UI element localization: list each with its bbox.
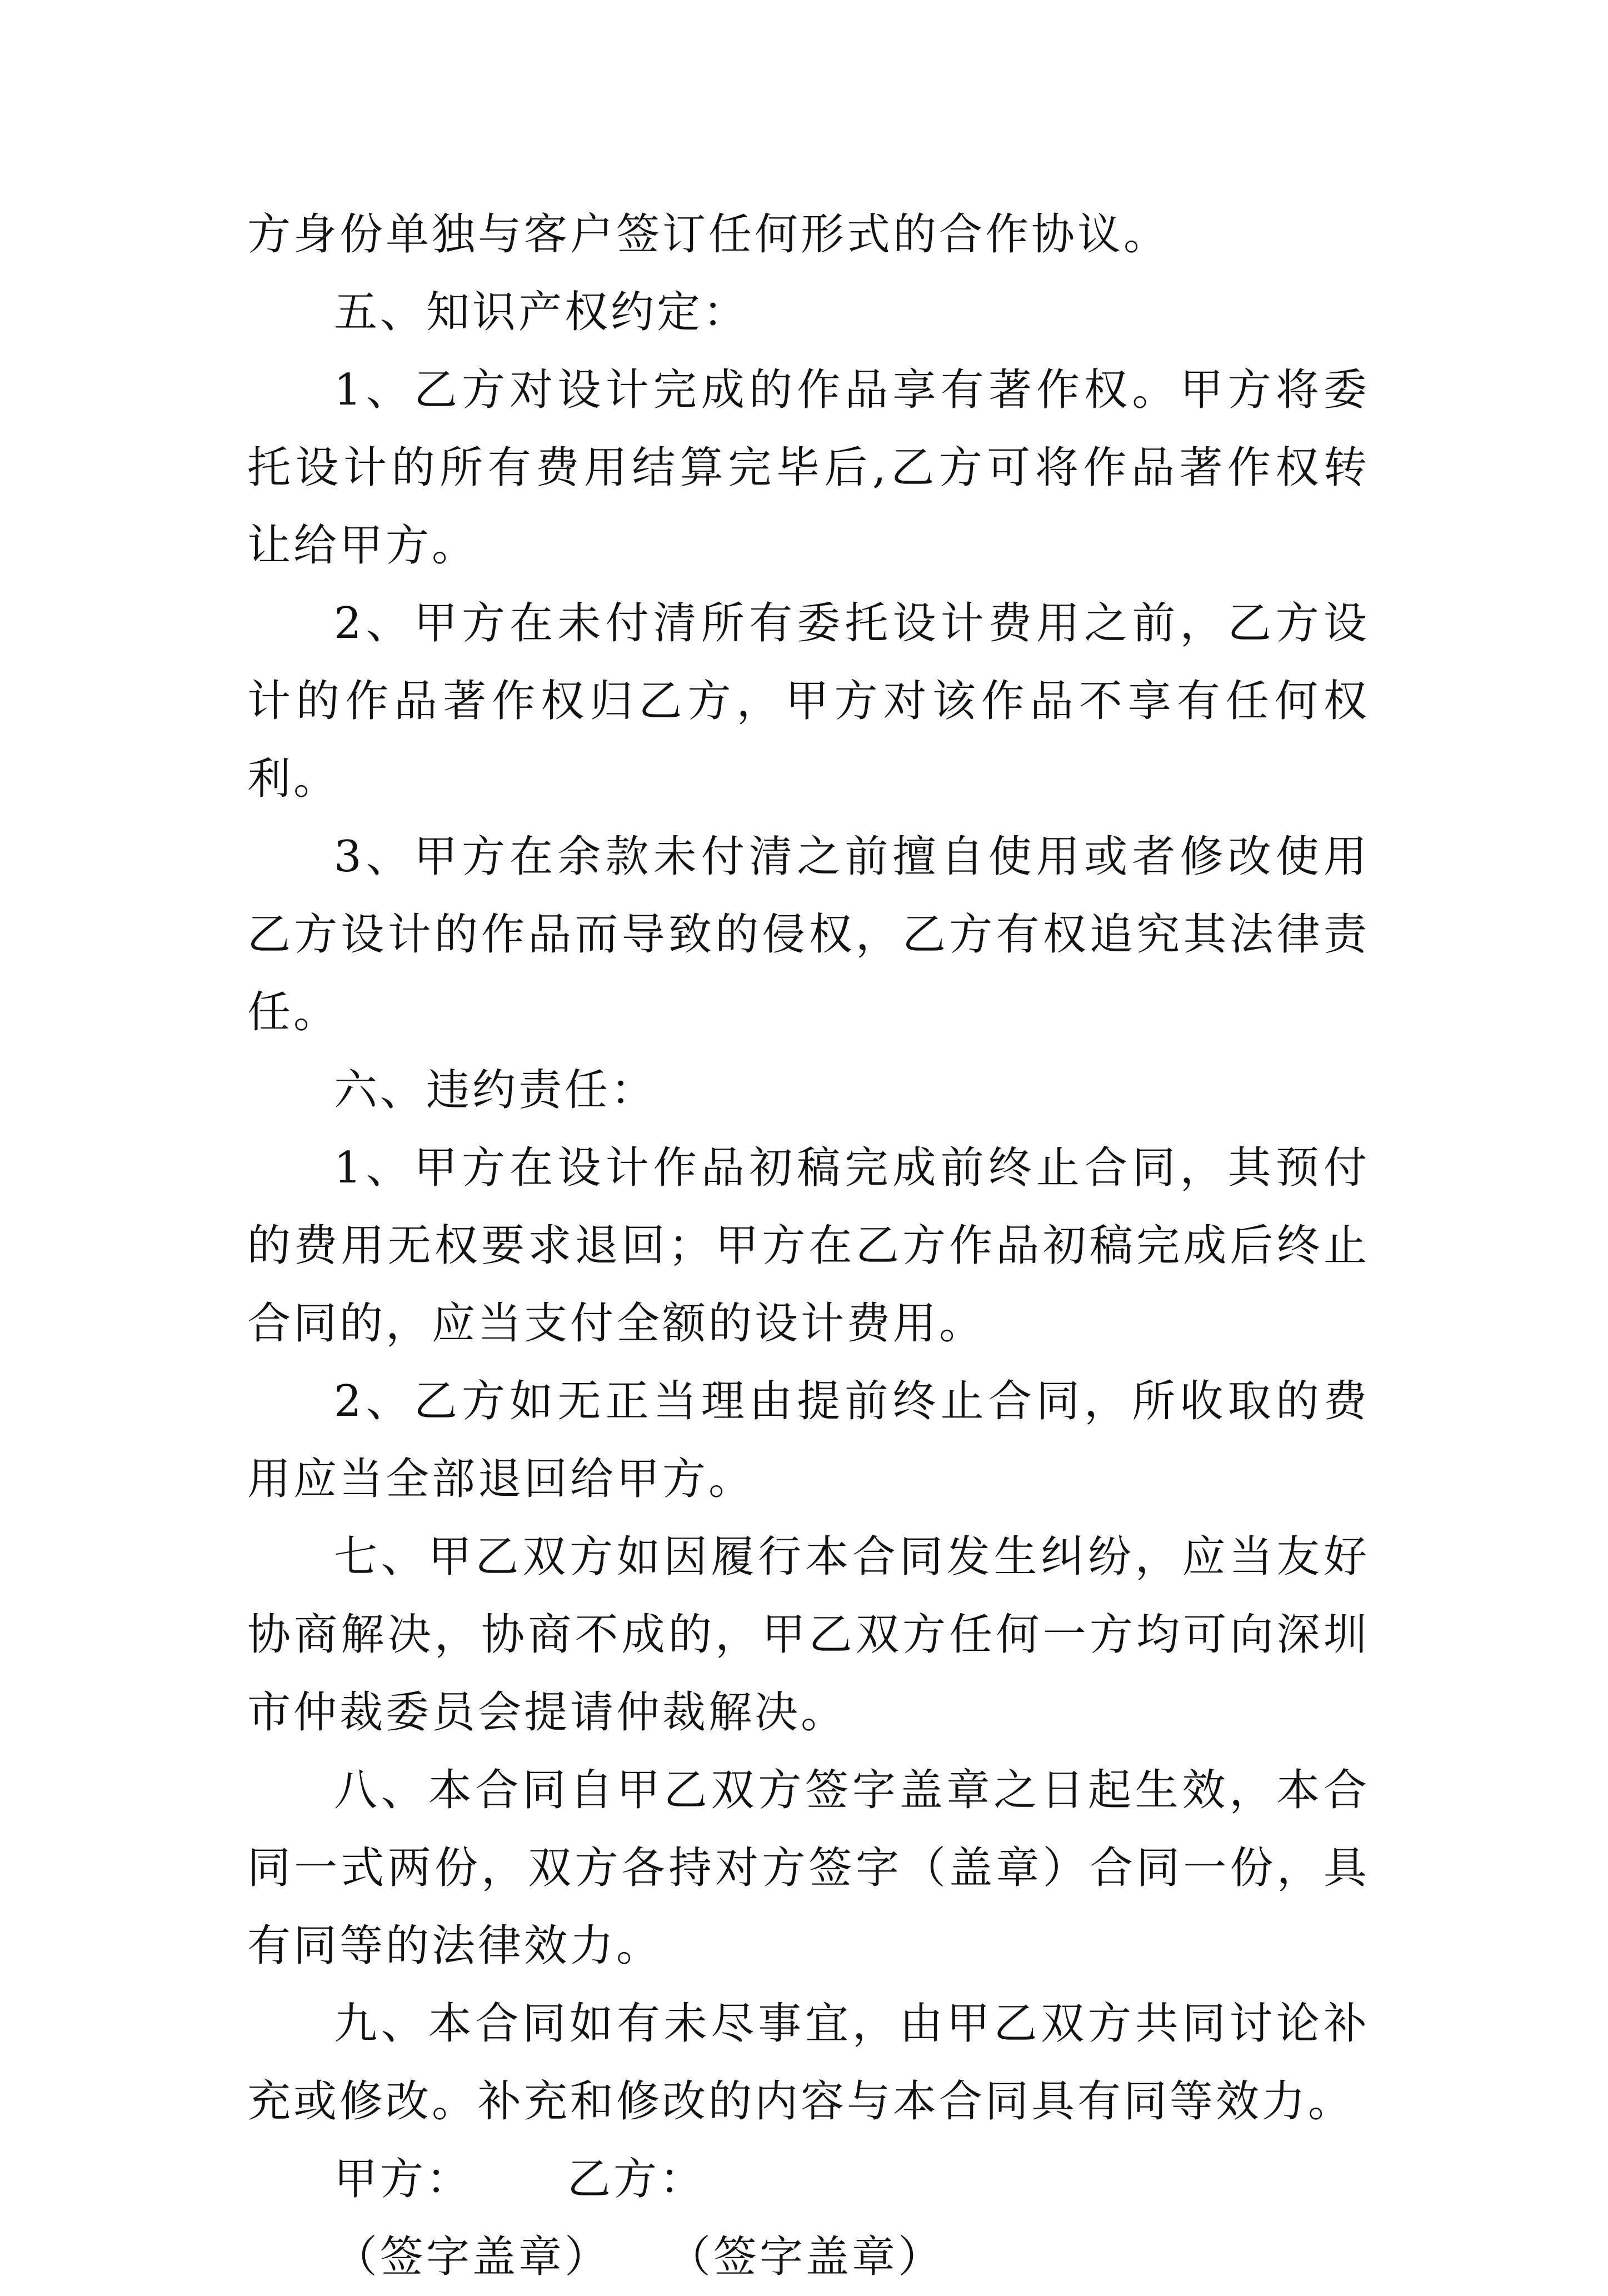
contract-body [247,196,1370,2296]
clause-dispute: 七、甲乙双方如因履行本合同发生纠纷，应当友好协商解决，协商不成的，甲乙双方任何一方均可向深圳市仲裁委员会提请仲裁解决。 [247,1532,1370,1738]
clause-supplement: 九、本合同如有未尽事宜，由甲乙双方共同讨论补充或修改。补充和修改的内容与本合同具有同等效力。 [247,1999,1370,2127]
clause-ip-3: 3、甲方在余款未付清之前擅自使用或者修改使用乙方设计的作品而导致的侵权，乙方有权追究其法律责任。 [247,832,1370,1037]
paragraph-continuation: 方身份单独与客户签订任何形式的合作协议。 [247,209,1170,259]
clause-breach-1: 1、甲方在设计作品初稿完成前终止合同，其预付的费用无权要求退回；甲方在乙方作品初稿完成后终止合同的，应当支付全额的设计费用。 [247,1143,1370,1349]
signature-parties-row [247,2140,1370,2218]
signature-seals-row [247,2218,1370,2296]
clause-ip-2: 2、甲方在未付清所有委托设计费用之前，乙方设计的作品著作权归乙方，甲方对该作品不享有任何权利。 [247,598,1370,804]
clause-effective: 八、本合同自甲乙双方签字盖章之日起生效，本合同一式两份，双方各持对方签字（盖章）合同一份，具有同等的法律效力。 [247,1765,1370,1971]
party-b-seal-label: （签字盖章） [667,2232,945,2282]
party-b-label: 乙方： [567,2154,706,2204]
party-a-label: 甲方： [334,2154,473,2204]
clause-ip-1: 1、乙方对设计完成的作品享有著作权。甲方将委托设计的所有费用结算完毕后,乙方可将作品著作权转让给甲方。 [247,365,1370,571]
party-a-seal-label: （签字盖章） [334,2232,611,2282]
section-heading-breach: 六、违约责任： [334,1065,657,1115]
section-heading-intellectual-property: 五、知识产权约定： [334,287,750,337]
clause-breach-2: 2、乙方如无正当理由提前终止合同，所收取的费用应当全部退回给甲方。 [247,1376,1370,1504]
